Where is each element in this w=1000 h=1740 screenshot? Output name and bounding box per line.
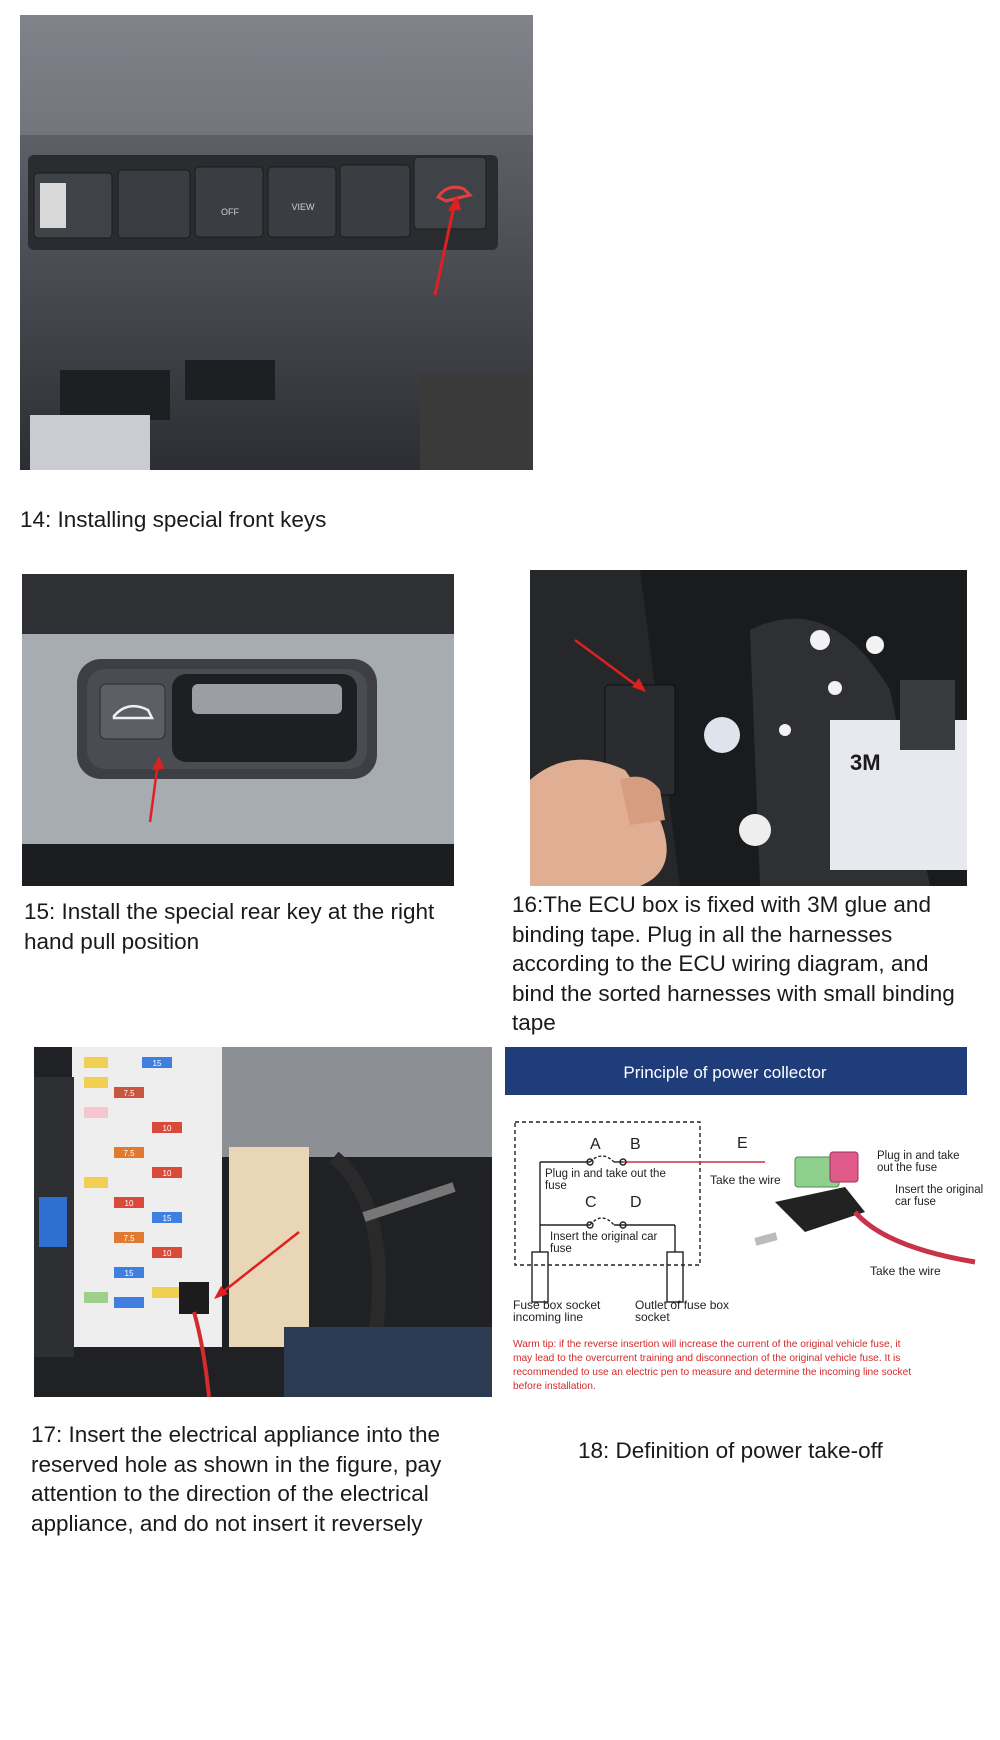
- off-label: OFF: [221, 207, 239, 217]
- label-d: D: [630, 1194, 642, 1211]
- fuse-label: 15: [152, 1059, 162, 1068]
- label-b: B: [630, 1136, 641, 1153]
- plug-fuse-line-1: Plug in and take out the: [545, 1168, 666, 1180]
- right-insert-line-1: Insert the original: [895, 1184, 984, 1196]
- caption-18: 18: Definition of power take-off: [578, 1438, 883, 1463]
- insert-fuse-line-2: fuse: [550, 1243, 572, 1255]
- caption-17: 17: Insert the electrical appliance into the reserved hole as shown in the figure, pay attention to the direction of the electrical appliance, and do not insert it reversely: [31, 1422, 442, 1536]
- insert-fuse-line-1: Insert the original car: [550, 1231, 658, 1243]
- plug-fuse-line-2: fuse: [545, 1180, 567, 1192]
- warm-tip-line-1: Warm tip: if the reverse insertion will increase the current of the original vehicle fuse, it: [513, 1339, 901, 1350]
- fuse-label: 7.5: [123, 1089, 135, 1098]
- socket-out-line-2: socket: [635, 1310, 670, 1324]
- fuse-label: 7.5: [123, 1234, 135, 1243]
- right-plug-line-1: Plug in and take: [877, 1150, 960, 1162]
- view-label: VIEW: [291, 202, 315, 212]
- fuse-label: 10: [162, 1249, 172, 1258]
- fuse-label: 15: [162, 1214, 172, 1223]
- photo-fuse-box: [34, 1047, 492, 1397]
- caption-16: 16:The ECU box is fixed with 3M glue and binding tape. Plug in all the harnesses according to the ECU wiring diagram, and bind the sorted harnesses with small binding tape: [512, 892, 955, 1035]
- rear-key-button: [100, 684, 165, 739]
- power-collector-diagram: [505, 1047, 995, 1422]
- fuse-label: 15: [124, 1269, 134, 1278]
- label-c: C: [585, 1194, 597, 1211]
- photo-rear-key: [22, 574, 454, 886]
- warm-tip-line-2: may lead to the overcurrent training and disconnection of the original vehicle fuse. It is: [513, 1353, 901, 1364]
- photo-ecu-box: [530, 570, 967, 886]
- socket-in-line-1: Fuse box socket: [513, 1298, 601, 1312]
- right-insert-line-2: car fuse: [895, 1196, 936, 1208]
- warm-tip-line-4: before installation.: [513, 1381, 596, 1392]
- tape-label: 3M: [850, 750, 881, 775]
- diagram-title: Principle of power collector: [623, 1063, 827, 1082]
- take-wire-label: Take the wire: [710, 1173, 781, 1187]
- socket-out-line-1: Outlet of fuse box: [635, 1298, 730, 1312]
- take-wire-label-2: Take the wire: [870, 1264, 941, 1278]
- fuse-label: 7.5: [123, 1149, 135, 1158]
- fuse-label: 10: [162, 1124, 172, 1133]
- right-plug-line-2: out the fuse: [877, 1162, 938, 1174]
- label-a: A: [590, 1136, 601, 1153]
- caption-14: 14: Installing special front keys: [20, 507, 327, 532]
- label-e: E: [737, 1135, 748, 1152]
- power-collector: [179, 1282, 209, 1314]
- fuse-label: 10: [124, 1199, 134, 1208]
- socket-in-line-2: incoming line: [513, 1310, 584, 1324]
- warm-tip-line-3: recommended to use an electric pen to measure and determine the incoming line socket: [513, 1367, 912, 1378]
- caption-15: 15: Install the special rear key at the right hand pull position: [24, 899, 435, 954]
- photo-front-keys: [20, 15, 533, 470]
- fuse-label: 10: [162, 1169, 172, 1178]
